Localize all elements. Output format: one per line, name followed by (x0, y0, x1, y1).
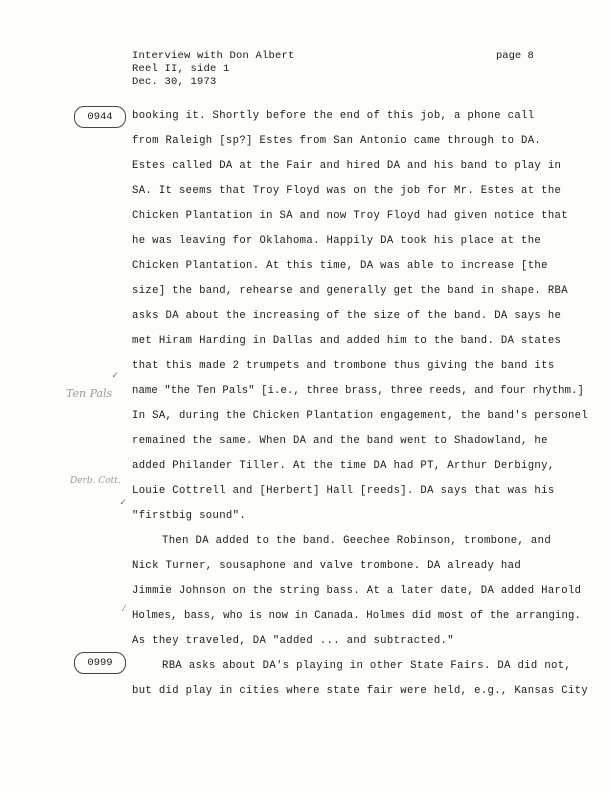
text-line: from Raleigh [sp?] Estes from San Antonio came through to DA. (132, 135, 542, 147)
text-line: he was leaving for Oklahoma. Happily DA took his place at the (132, 235, 542, 247)
text-line: Holmes, bass, who is now in Canada. Holmes did most of the arranging. (132, 610, 582, 622)
insertion-mark: ⁄ (121, 604, 128, 615)
text-line: "firstbig sound". (132, 510, 247, 522)
text-line: name "the Ten Pals" [i.e., three brass, three reeds, and four rhythm.] (132, 385, 585, 397)
text-line: Chicken Plantation in SA and now Troy Floyd had given notice that (132, 210, 568, 222)
text-line: Louie Cottrell and [Herbert] Hall [reeds]. DA says that was his (132, 485, 555, 497)
text-line: but did play in cities where state fair were held, e.g., Kansas City (132, 685, 589, 697)
timecode-0999: 0999 (74, 652, 126, 674)
text-line: Jimmie Johnson on the string bass. At a later date, DA added Harold (132, 585, 582, 597)
reel-label: Reel II, side 1 (132, 63, 230, 75)
text-line: booking it. Shortly before the end of this job, a phone call (132, 110, 535, 122)
margin-note-derbigny: Derb. Cott. (70, 476, 121, 486)
check-mark: ✓ (120, 498, 127, 509)
text-line: remained the same. When DA and the band went to Shadowland, he (132, 435, 548, 447)
text-line: In SA, during the Chicken Plantation engagement, the band's personel (132, 410, 589, 422)
text-line: Chicken Plantation. At this time, DA was able to increase [the (132, 260, 548, 272)
text-line: Nick Turner, sousaphone and valve trombone. DA already had (132, 560, 522, 572)
text-line: met Hiram Harding in Dallas and added him to the band. DA states (132, 335, 562, 347)
check-mark: ✓ (112, 371, 119, 382)
text-line: SA. It seems that Troy Floyd was on the job for Mr. Estes at the (132, 185, 562, 197)
text-line: As they traveled, DA "added ... and subtracted." (132, 635, 454, 647)
interview-date: Dec. 30, 1973 (132, 76, 217, 88)
text-line: size] the band, rehearse and generally get the band in shape. RBA (132, 285, 568, 297)
page-number: page 8 (496, 50, 534, 62)
text-line: Then DA added to the band. Geechee Robinson, trombone, and (162, 535, 552, 547)
text-line: that this made 2 trumpets and trombone thus giving the band its (132, 360, 555, 372)
text-line: added Philander Tiller. At the time DA had PT, Arthur Derbigny, (132, 460, 555, 472)
text-line: asks DA about the increasing of the size of the band. DA says he (132, 310, 562, 322)
timecode-0944: 0944 (74, 106, 126, 128)
interview-title: Interview with Don Albert (132, 50, 295, 62)
text-line: Estes called DA at the Fair and hired DA and his band to play in (132, 160, 562, 172)
margin-note-ten-pals: Ten Pals (66, 387, 113, 400)
text-line: RBA asks about DA's playing in other State Fairs. DA did not, (162, 660, 572, 672)
